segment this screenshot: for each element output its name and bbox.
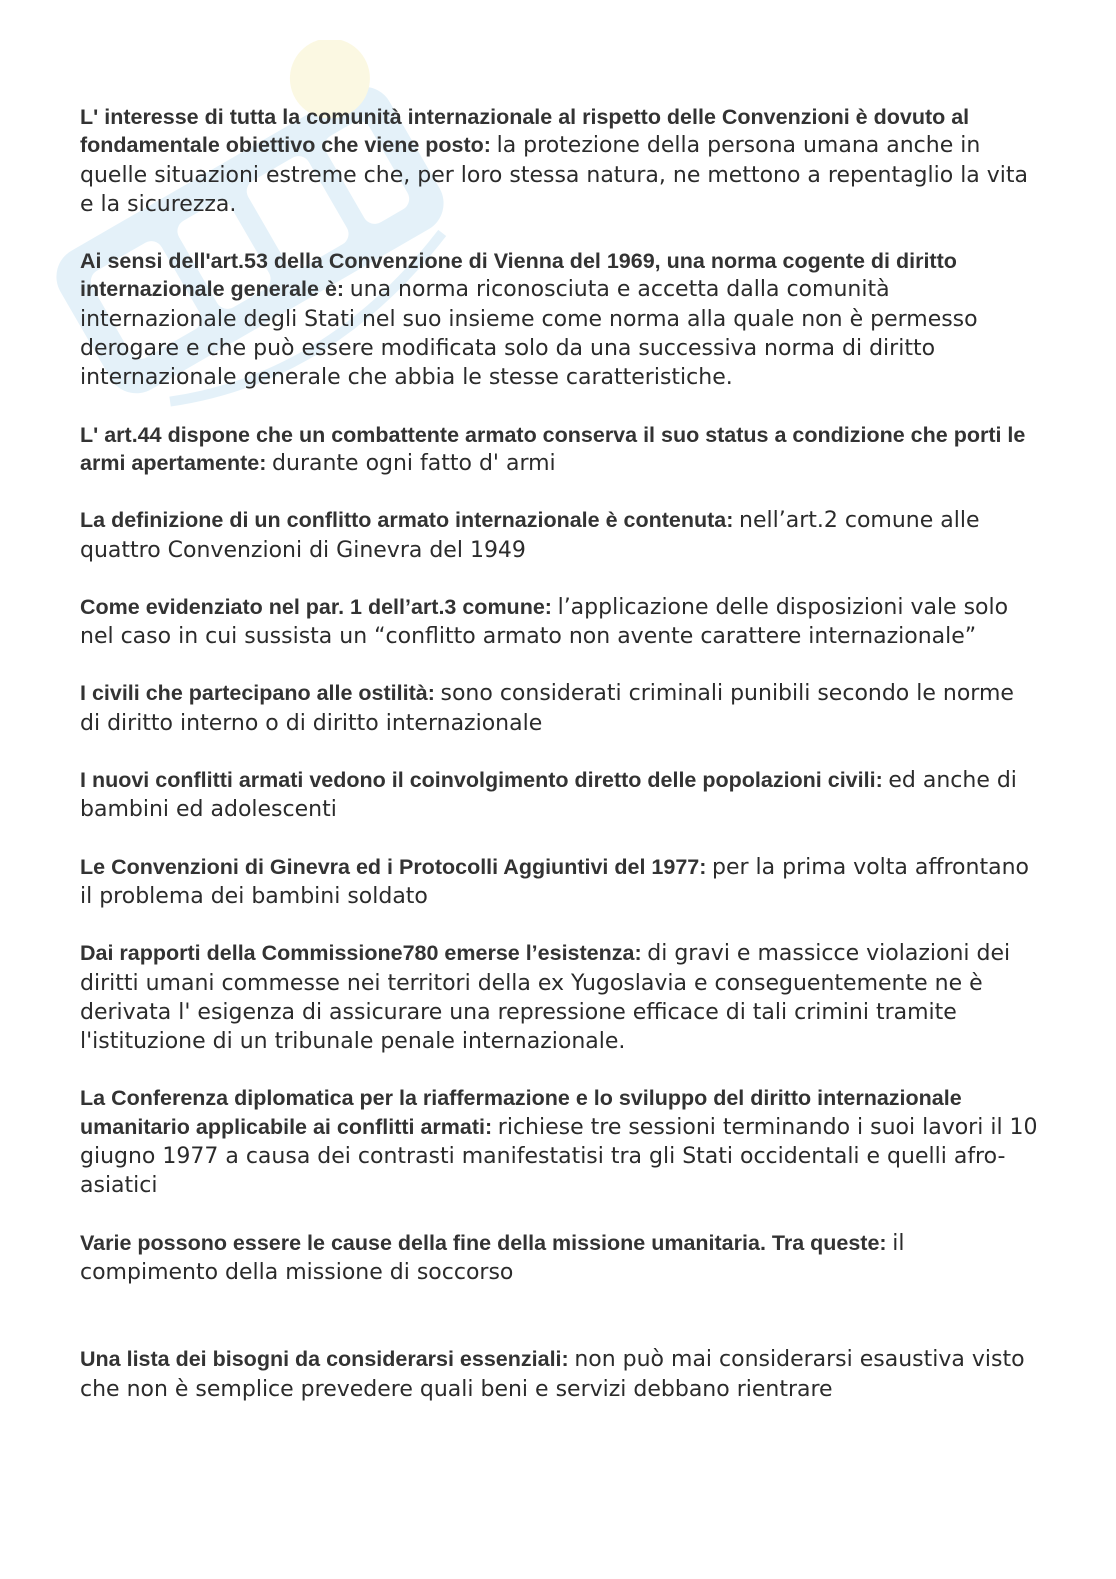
answer-text: richiese tre sessioni terminando i suoi lavori il 10 giugno 1977 a causa dei contrasti manifestatisi tra gli Stati occidentali e quelli afro-asiatici: [80, 1114, 1038, 1199]
question-text: Una lista dei bisogni da considerarsi essenziali:: [80, 1347, 569, 1372]
question-text: Ai sensi dell'art.53 della Convenzione di Vienna del 1969, una norma cogente di diritto internazionale generale è:: [80, 249, 957, 302]
answer-text: ed anche di bambini ed adolescenti: [80, 768, 1017, 823]
paragraph-6: [80, 679, 1040, 738]
paragraph-8: [80, 853, 1040, 912]
paragraph-10: [80, 1084, 1040, 1200]
answer-text: la protezione della persona umana anche in quelle situazioni estreme che, per loro stessa natura, ne mettono a repentaglio la vita e la sicurezza.: [80, 133, 1029, 217]
paragraph-9: [80, 939, 1040, 1056]
question-text: Le Convenzioni di Ginevra ed i Protocolli Aggiuntivi del 1977:: [80, 854, 707, 879]
question-text: La definizione di un conflitto armato internazionale è contenuta:: [80, 508, 734, 533]
answer-text: durante ogni fatto d' armi: [272, 450, 556, 476]
paragraph-1: [80, 103, 1040, 219]
paragraph-12: [80, 1345, 1040, 1404]
question-text: L' art.44 dispone che un combattente armato conserva il suo status a condizione che porti le armi apertamente:: [80, 422, 1026, 475]
question-text: I civili che partecipano alle ostilità:: [80, 681, 435, 706]
paragraph-5: [80, 593, 1040, 652]
question-text: Come evidenziato nel par. 1 dell’art.3 comune:: [80, 594, 552, 619]
question-text: La Conferenza diplomatica per la riaffermazione e lo sviluppo del diritto internazionale umanitario applicabile ai conflitti armati:: [80, 1086, 962, 1139]
question-text: Varie possono essere le cause della fine della missione umanitaria. Tra queste:: [80, 1230, 887, 1255]
answer-text: per la prima volta affrontano il problema dei bambini soldato: [80, 854, 1029, 909]
paragraph-3: [80, 421, 1040, 479]
answer-text: sono considerati criminali punibili secondo le norme di diritto interno o di diritto internazionale: [80, 681, 1014, 736]
answer-text: il compimento della missione di soccorso: [80, 1230, 905, 1285]
paragraph-7: [80, 766, 1040, 825]
document-body: [80, 103, 1040, 1432]
paragraph-2: [80, 247, 1040, 392]
question-text: Dai rapporti della Commissione780 emerse l’esistenza:: [80, 941, 642, 966]
question-text: L' interesse di tutta la comunità internazionale al rispetto delle Convenzioni è dovuto al fondamentale obiettivo che viene posto:: [80, 105, 970, 158]
answer-text: una norma riconosciuta e accetta dalla comunità internazionale degli Stati nel suo insieme come norma alla quale non è permesso derogare e che può essere modificata solo da una successiva norma di diritto internazionale generale che abbia le stesse caratteristiche.: [80, 277, 978, 391]
answer-text: l’applicazione delle disposizioni vale solo nel caso in cui sussista un “conflitto armato non avente carattere internazionale”: [80, 594, 1009, 650]
paragraph-4: [80, 506, 1040, 565]
question-text: I nuovi conflitti armati vedono il coinvolgimento diretto delle popolazioni civili:: [80, 768, 883, 793]
answer-text: nell’art.2 comune alle quattro Convenzioni di Ginevra del 1949: [80, 508, 980, 563]
answer-text: non può mai considerarsi esaustiva visto che non è semplice prevedere quali beni e servizi debbano rientrare: [80, 1347, 1025, 1402]
paragraph-11: [80, 1229, 1040, 1288]
answer-text: di gravi e massicce violazioni dei diritti umani commesse nei territori della ex Yugoslavia e conseguentemente ne è derivata l' esigenza di assicurare una repressione efficace di tali crimini tramite l'istituzione di un tribunale penale internazionale.: [80, 941, 1011, 1055]
